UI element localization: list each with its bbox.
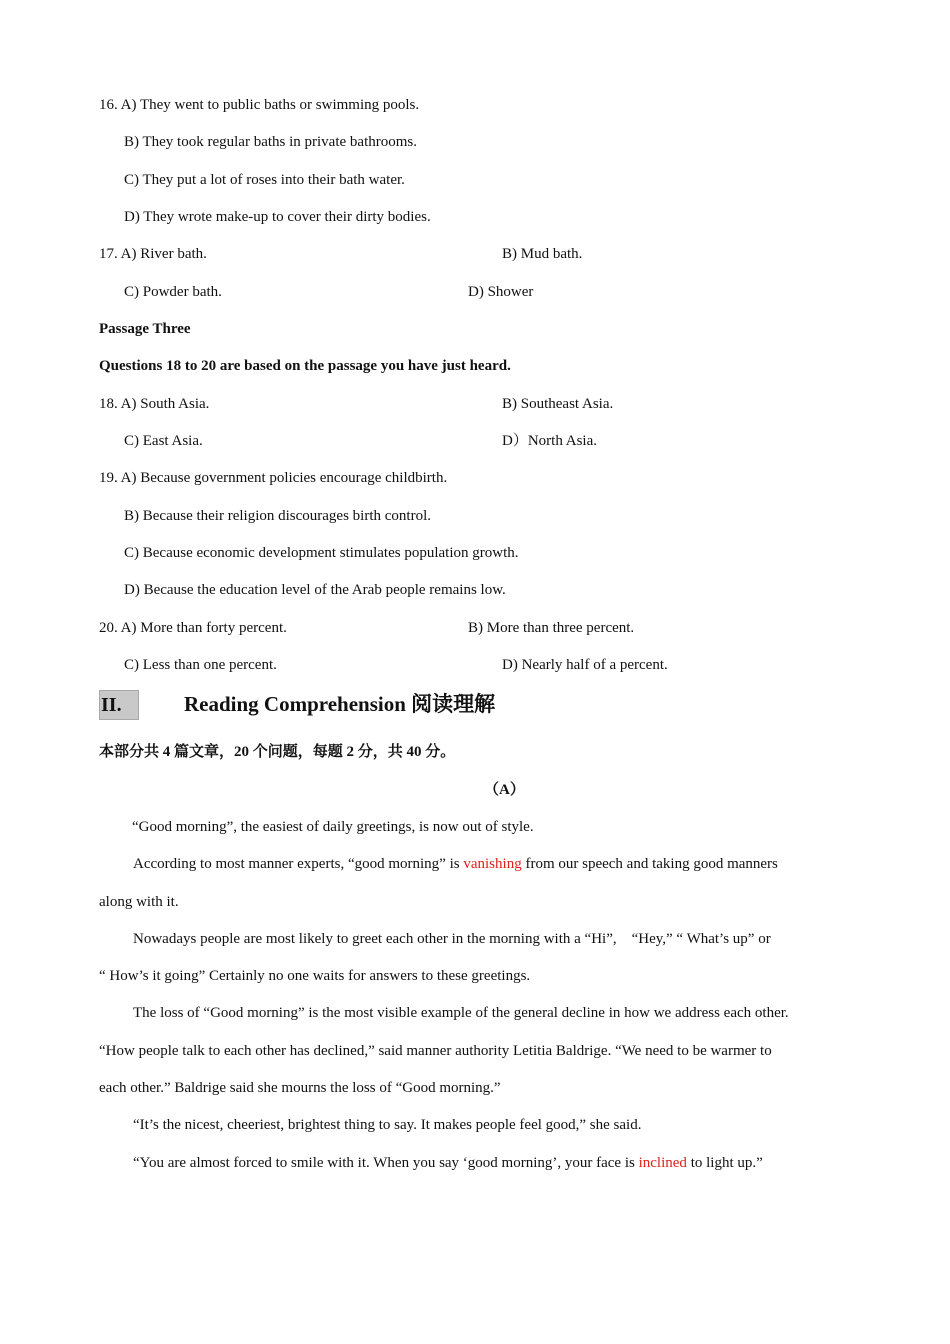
q20-option-c: C) Less than one percent.	[124, 657, 277, 673]
section-scoring-note: 本部分共 4 篇文章，20 个问题，每题 2 分，共 40 分。	[99, 744, 456, 760]
passage-a-paragraph-2	[133, 854, 778, 874]
passage-a-paragraph-4-line-3: each other.” Baldrige said she mourns the loss of “Good morning.”	[99, 1080, 501, 1096]
passage-a-paragraph-1: “Good morning”, the easiest of daily greetings, is now out of style.	[132, 819, 534, 835]
passage-a-paragraph-4-line-2: “How people talk to each other has declined,” said manner authority Letitia Baldrige. “We need to be warmer to	[99, 1043, 772, 1059]
q18-option-b: B) Southeast Asia.	[502, 396, 614, 412]
passage-a-paragraph-5: “It’s the nicest, cheeriest, brightest thing to say. It makes people feel good,” she said.	[133, 1117, 642, 1133]
q18-option-d: D）North Asia.	[502, 433, 597, 449]
passage-a-label: （A）	[484, 782, 525, 798]
q20-option-a: 20. A) More than forty percent.	[99, 620, 287, 636]
q18-option-c: C) East Asia.	[124, 433, 203, 449]
paragraph-2-text-end: from our speech and taking good manners	[521, 856, 778, 872]
q18-option-a: 18. A) South Asia.	[99, 396, 210, 412]
q19-option-a: 19. A) Because government policies encourage childbirth.	[99, 470, 448, 486]
passage-a-paragraph-6	[133, 1153, 763, 1173]
paragraph-6-text-start: “You are almost forced to smile with it. When you say ‘good morning’, your face is	[133, 1155, 639, 1171]
highlighted-word-vanishing: vanishing	[463, 856, 522, 872]
q17-option-c: C) Powder bath.	[124, 284, 222, 300]
q16-option-d: D) They wrote make-up to cover their dirty bodies.	[124, 209, 431, 225]
q20-option-b: B) More than three percent.	[468, 620, 635, 636]
q19-option-c: C) Because economic development stimulates population growth.	[124, 545, 519, 561]
passage-a-paragraph-2-continued: along with it.	[99, 894, 179, 910]
paragraph-2-text-start: According to most manner experts, “good morning” is	[133, 856, 464, 872]
section-title: Reading Comprehension 阅读理解	[184, 692, 496, 716]
q16-option-b: B) They took regular baths in private bathrooms.	[124, 134, 417, 150]
q19-option-b: B) Because their religion discourages birth control.	[124, 508, 431, 524]
q16-option-a: 16. A) They went to public baths or swimming pools.	[99, 97, 420, 113]
q17-option-a: 17. A) River bath.	[99, 246, 207, 262]
passage-a-paragraph-3-continued: “ How’s it going” Certainly no one waits for answers to these greetings.	[99, 968, 531, 984]
section-number-tag: II.	[99, 690, 139, 720]
passage-a-paragraph-4: The loss of “Good morning” is the most visible example of the general decline in how we address each other.	[133, 1005, 789, 1021]
passage-three-instruction: Questions 18 to 20 are based on the passage you have just heard.	[99, 358, 511, 374]
q19-option-d: D) Because the education level of the Arab people remains low.	[124, 582, 506, 598]
q16-option-c: C) They put a lot of roses into their bath water.	[124, 172, 405, 188]
highlighted-word-inclined: inclined	[638, 1155, 687, 1171]
paragraph-6-text-end: to light up.”	[686, 1155, 763, 1171]
q20-option-d: D) Nearly half of a percent.	[502, 657, 668, 673]
q17-option-b: B) Mud bath.	[502, 246, 583, 262]
passage-three-title: Passage Three	[99, 321, 191, 337]
q17-option-d: D) Shower	[468, 284, 534, 300]
passage-a-paragraph-3: Nowadays people are most likely to greet each other in the morning with a “Hi”, “Hey,” “ What’s up” or	[133, 931, 771, 947]
